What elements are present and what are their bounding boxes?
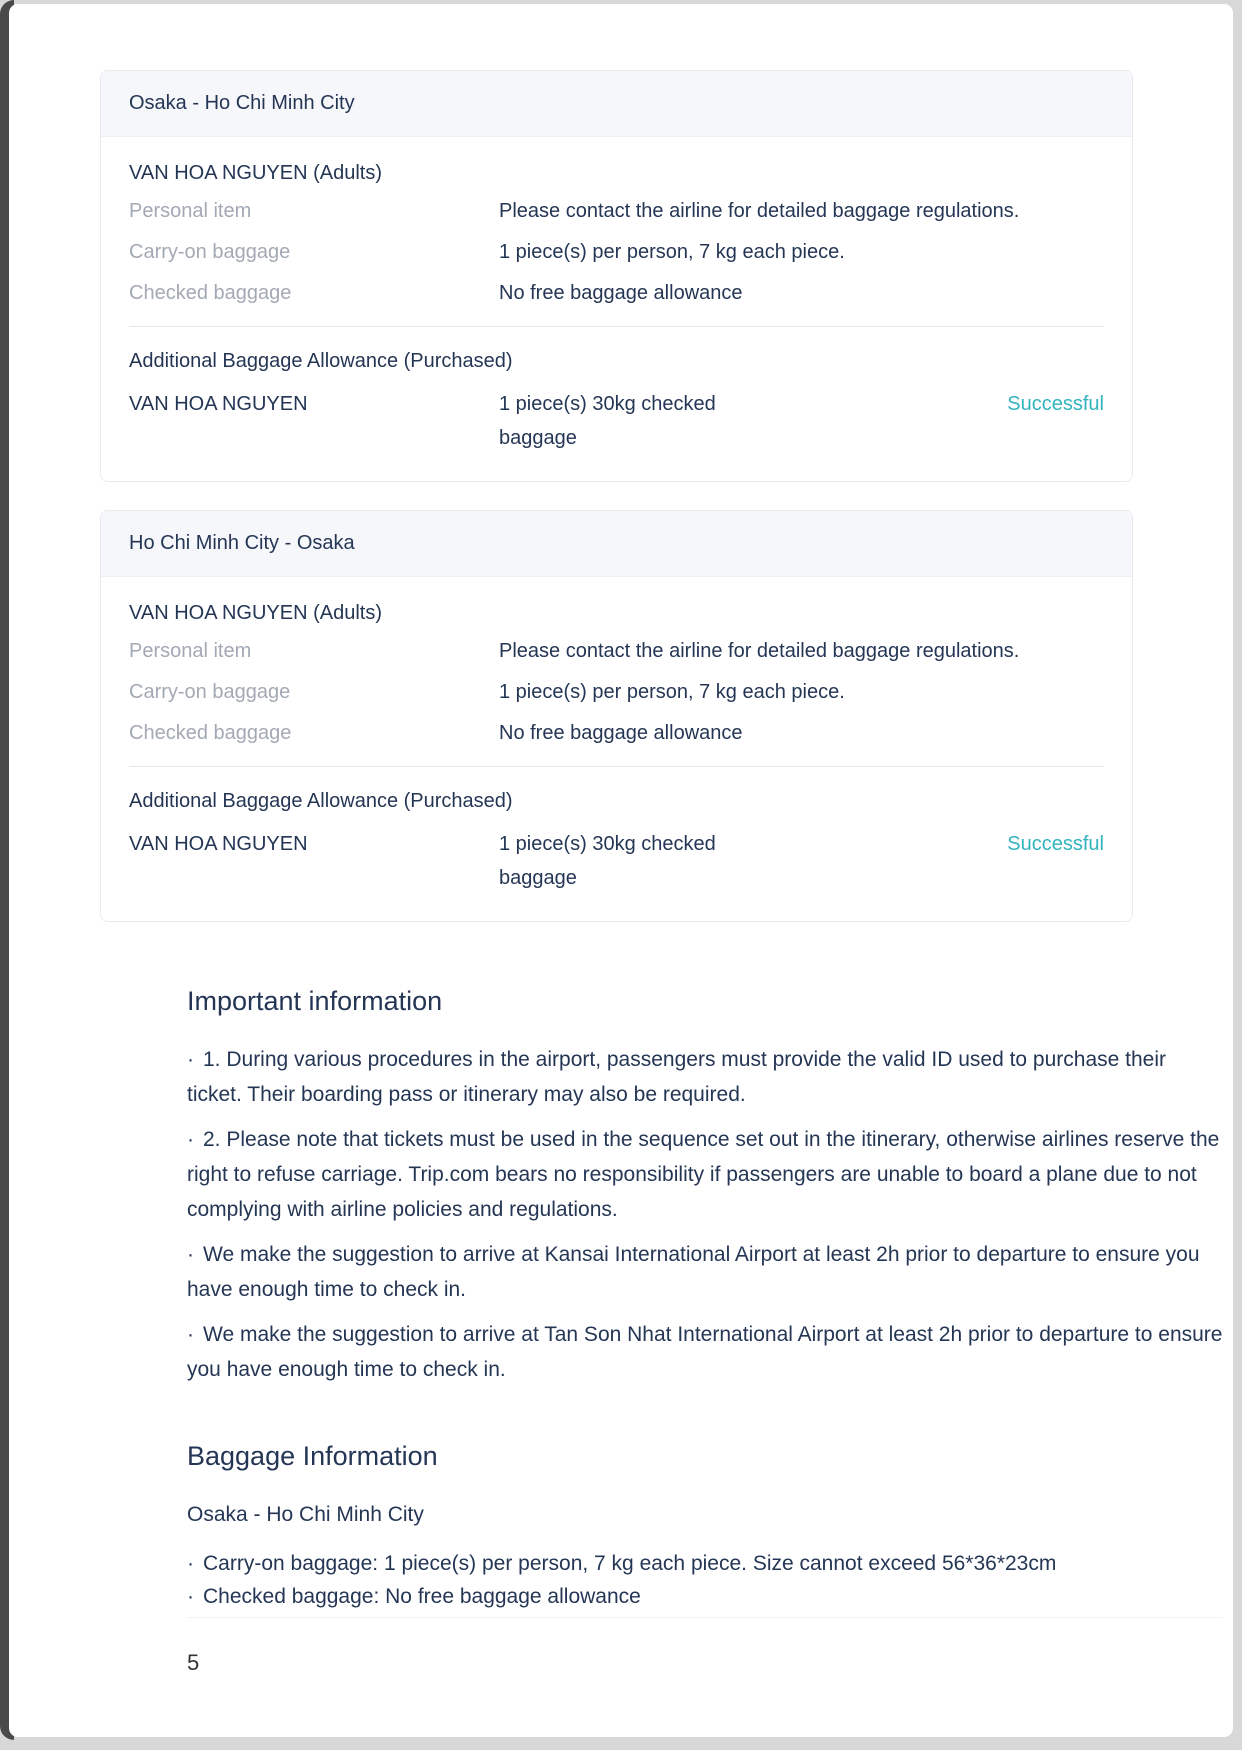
spacer (100, 482, 1233, 510)
list-item: · 2. Please note that tickets must be used in the sequence set out in the itinerary, otherwise airlines reserve the right to refuse carriage. Trip.com bears no responsibility if passengers are unable to board a plane due to not complying with airline policies and regulations. (187, 1122, 1223, 1227)
card-body (101, 577, 1132, 921)
status-badge: Successful (1007, 393, 1104, 415)
route-title: Osaka - Ho Chi Minh City (129, 92, 355, 114)
entry-detail: 1 piece(s) 30kg checked baggage (499, 833, 716, 889)
section-title: Important information (187, 986, 443, 1016)
baggage-row-personal-item (129, 199, 1104, 224)
entry-passenger-name: VAN HOA NGUYEN (129, 833, 308, 855)
page-content (9, 4, 1233, 1676)
card-route-header (101, 71, 1132, 137)
card-body (101, 137, 1132, 481)
list-item: · We make the suggestion to arrive at Kansai International Airport at least 2h prior to departure to ensure you have enough time to check in. (187, 1237, 1223, 1307)
important-information-section (187, 984, 1223, 1676)
card-section-divider (129, 766, 1104, 767)
card-section-divider (129, 326, 1104, 327)
baggage-row-checked (129, 281, 1104, 306)
list-item: · We make the suggestion to arrive at Tan Son Nhat International Airport at least 2h prior to departure to ensure you have enough time to check in. (187, 1317, 1223, 1387)
row-value: Please contact the airline for detailed baggage regulations. (499, 200, 1020, 222)
row-label: Personal item (129, 640, 252, 662)
baggage-route-subheading: Osaka - Ho Chi Minh City (187, 1503, 424, 1526)
important-information-list (187, 1042, 1223, 1387)
row-value: 1 piece(s) per person, 7 kg each piece. (499, 241, 845, 263)
additional-baggage-title: Additional Baggage Allowance (Purchased) (129, 350, 513, 372)
status-badge: Successful (1007, 833, 1104, 855)
row-label: Checked baggage (129, 282, 292, 304)
document-page (9, 4, 1233, 1737)
baggage-row-carry-on (129, 240, 1104, 265)
passenger-name: VAN HOA NGUYEN (Adults) (129, 602, 383, 624)
entry-passenger-name: VAN HOA NGUYEN (129, 393, 308, 415)
baggage-card-return (100, 510, 1133, 922)
additional-baggage-title: Additional Baggage Allowance (Purchased) (129, 790, 513, 812)
page-number: 5 (187, 1650, 200, 1675)
row-label: Personal item (129, 200, 252, 222)
baggage-card-outbound (100, 70, 1133, 482)
row-label: Carry-on baggage (129, 241, 291, 263)
row-value: No free baggage allowance (499, 282, 743, 304)
row-label: Carry-on baggage (129, 681, 291, 703)
passenger-name: VAN HOA NGUYEN (Adults) (129, 162, 383, 184)
row-value: Please contact the airline for detailed baggage regulations. (499, 640, 1020, 662)
row-value: No free baggage allowance (499, 722, 743, 744)
row-value: 1 piece(s) per person, 7 kg each piece. (499, 681, 845, 703)
list-item: · 1. During various procedures in the airport, passengers must provide the valid ID used to purchase their ticket. Their boarding pass or itinerary may also be required. (187, 1042, 1223, 1112)
row-label: Checked baggage (129, 722, 292, 744)
list-item: · Checked baggage: No free baggage allowance (187, 1580, 1223, 1613)
footer-divider (187, 1617, 1223, 1618)
list-item: · Carry-on baggage: 1 piece(s) per person, 7 kg each piece. Size cannot exceed 56*36*23cm (187, 1547, 1223, 1580)
baggage-row-carry-on (129, 680, 1104, 705)
route-title: Ho Chi Minh City - Osaka (129, 532, 355, 554)
additional-baggage-entry (129, 387, 1104, 455)
entry-detail: 1 piece(s) 30kg checked baggage (499, 393, 716, 449)
baggage-row-checked (129, 721, 1104, 746)
baggage-row-personal-item (129, 639, 1104, 664)
card-route-header (101, 511, 1132, 577)
baggage-information-list (187, 1547, 1223, 1613)
section-title: Baggage Information (187, 1441, 438, 1471)
additional-baggage-entry (129, 827, 1104, 895)
